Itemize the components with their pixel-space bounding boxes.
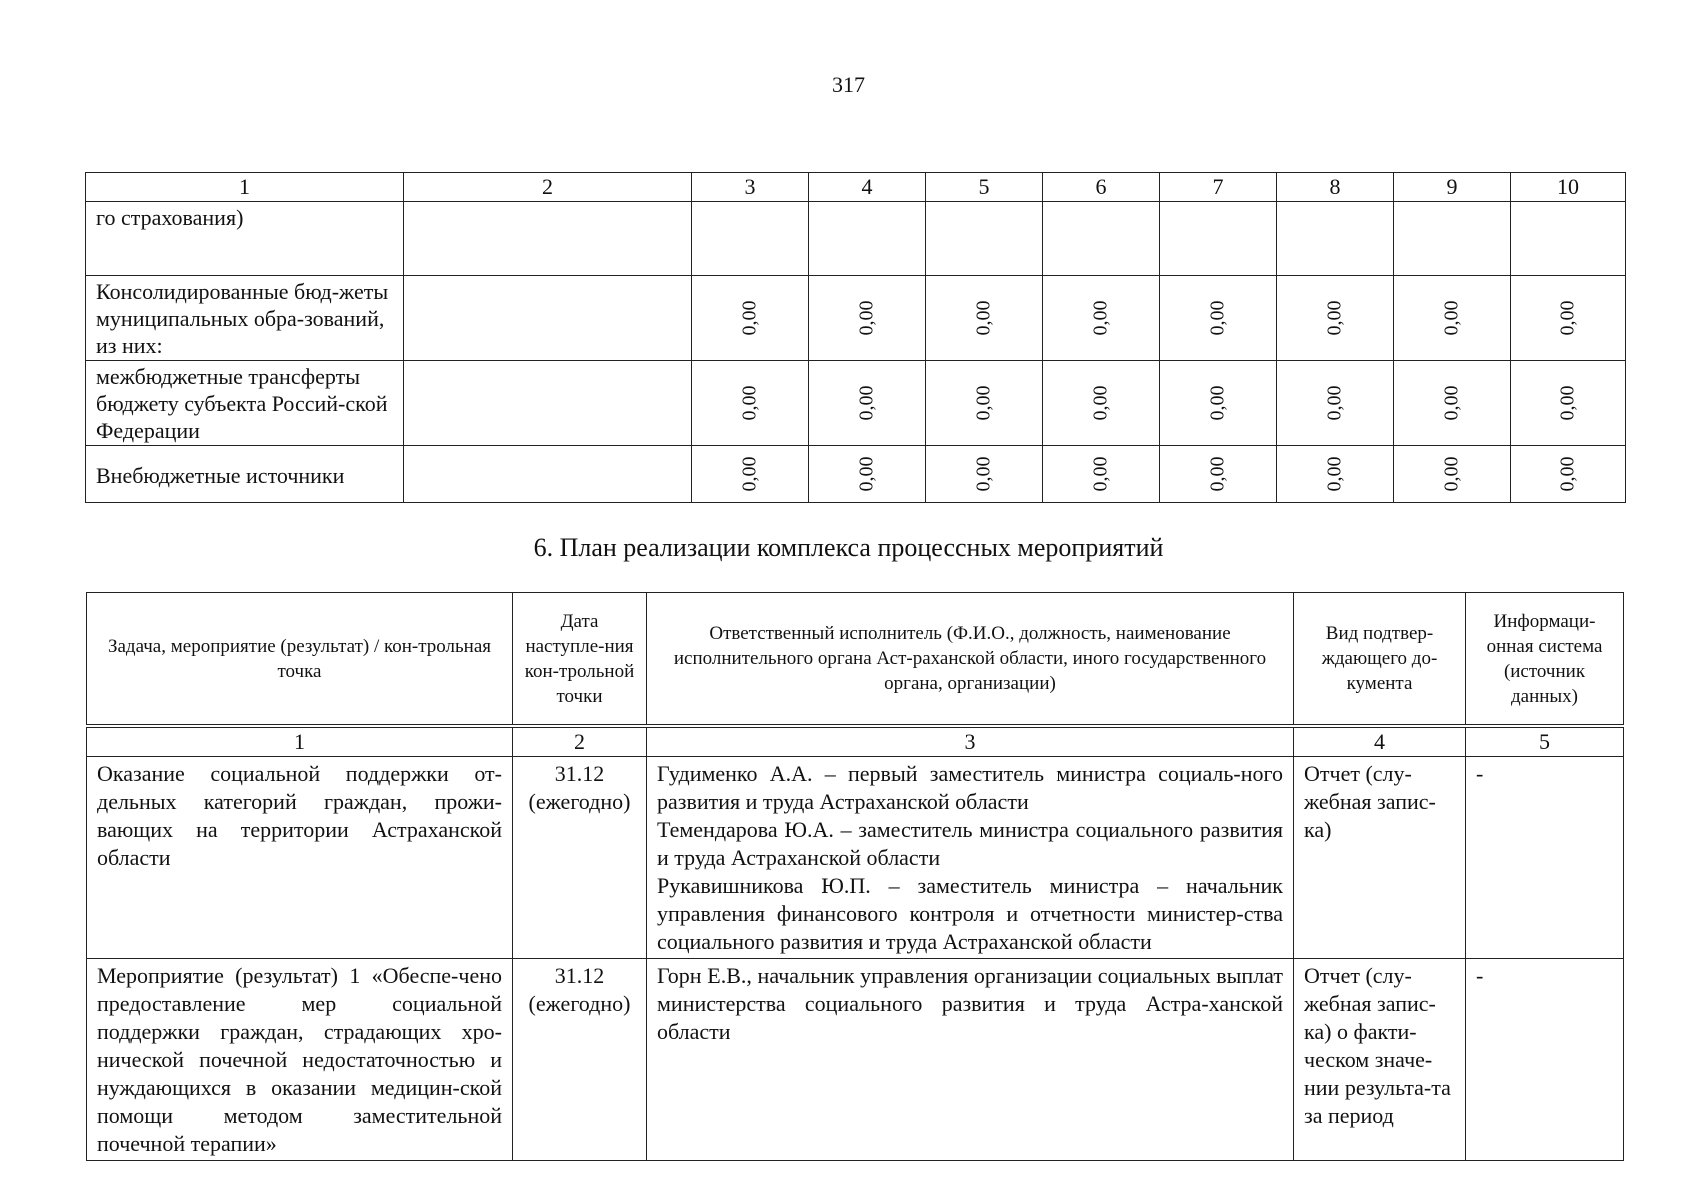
table-row <box>87 757 1624 959</box>
value-cell: 0,00 <box>1043 361 1160 446</box>
table-row <box>86 446 1626 503</box>
value-cell: 0,00 <box>809 361 926 446</box>
value-cell <box>1394 202 1511 276</box>
executor-line: Рукавишникова Ю.П. – заместитель министра – начальник управления финансового контроля и отчетности министер-ства социального развития и труда Астраханской области <box>657 873 1283 954</box>
funding-source-label: го страхования) <box>86 202 404 276</box>
value-cell <box>809 202 926 276</box>
value-cell: 0,00 <box>1160 446 1277 503</box>
value-cell: 0,00 <box>1511 276 1626 361</box>
value-cell: 0,00 <box>1277 276 1394 361</box>
date-cell: 31.12 (ежегодно) <box>513 757 647 959</box>
value-cell: 0,00 <box>926 446 1043 503</box>
section-title: 6. План реализации комплекса процессных мероприятий <box>533 533 1164 562</box>
column-number: 3 <box>647 726 1294 757</box>
info-system-cell: - <box>1466 959 1624 1161</box>
value-cell <box>1160 202 1277 276</box>
funding-table-header-row <box>86 173 1626 202</box>
header-task: Задача, мероприятие (результат) / кон-трольная точка <box>87 593 513 727</box>
column-number: 4 <box>809 173 926 202</box>
header-date: Дата наступле-ния кон-трольной точки <box>513 593 647 727</box>
value-cell <box>926 202 1043 276</box>
column-number: 6 <box>1043 173 1160 202</box>
value-cell: 0,00 <box>1511 446 1626 503</box>
executor-line: Горн Е.В., начальник управления организации социальных выплат министерства социального развития и труда Астра-ханской области <box>657 963 1283 1044</box>
document-cell: Отчет (слу-жебная запис-ка) о факти-ческом значе-нии результа-та за период <box>1294 959 1466 1161</box>
header-document: Вид подтвер-ждающего до-кумента <box>1294 593 1466 727</box>
table-row <box>86 276 1626 361</box>
value-cell: 0,00 <box>926 276 1043 361</box>
value-cell: 0,00 <box>1277 361 1394 446</box>
column-number: 5 <box>1466 726 1624 757</box>
value-cell: 0,00 <box>1394 361 1511 446</box>
executor-cell <box>647 959 1294 1161</box>
funding-source-label: Консолидированные бюд-жеты муниципальных обра-зований, из них: <box>86 276 404 361</box>
column-number: 5 <box>926 173 1043 202</box>
funding-source-label: Внебюджетные источники <box>86 446 404 503</box>
table-cell <box>404 361 692 446</box>
executor-cell <box>647 757 1294 959</box>
column-number: 2 <box>513 726 647 757</box>
column-number: 3 <box>692 173 809 202</box>
info-system-cell: - <box>1466 757 1624 959</box>
date-cell: 31.12 (ежегодно) <box>513 959 647 1161</box>
plan-table-number-row <box>87 726 1624 757</box>
value-cell <box>692 202 809 276</box>
executor-line: Гудименко А.А. – первый заместитель министра социаль-ного развития и труда Астраханской области <box>657 761 1283 814</box>
header-info-system: Информаци-онная система (источник данных) <box>1466 593 1624 727</box>
funding-table <box>85 172 1626 503</box>
value-cell: 0,00 <box>692 276 809 361</box>
value-cell: 0,00 <box>692 361 809 446</box>
column-number: 9 <box>1394 173 1511 202</box>
funding-source-label: межбюджетные трансферты бюджету субъекта Россий-ской Федерации <box>86 361 404 446</box>
table-cell <box>404 276 692 361</box>
page-number: 317 <box>832 72 865 97</box>
value-cell: 0,00 <box>1160 276 1277 361</box>
table-cell <box>404 446 692 503</box>
value-cell: 0,00 <box>1043 446 1160 503</box>
task-cell: Мероприятие (результат) 1 «Обеспе-чено предоставление мер социальной поддержки граждан, страдающих хро-нической почечной недостаточностью и нуждающихся в оказании медицин-ской помощи методом заместительной почечной терапии» <box>87 959 513 1161</box>
table-cell <box>404 202 692 276</box>
value-cell: 0,00 <box>1394 446 1511 503</box>
column-number: 1 <box>87 726 513 757</box>
column-number: 4 <box>1294 726 1466 757</box>
column-number: 8 <box>1277 173 1394 202</box>
executor-line: Темендарова Ю.А. – заместитель министра социального развития и труда Астраханской области <box>657 817 1283 870</box>
value-cell: 0,00 <box>809 276 926 361</box>
value-cell <box>1043 202 1160 276</box>
column-number: 7 <box>1160 173 1277 202</box>
value-cell: 0,00 <box>1043 276 1160 361</box>
table-row <box>86 202 1626 276</box>
value-cell <box>1277 202 1394 276</box>
document-cell: Отчет (слу-жебная запис-ка) <box>1294 757 1466 959</box>
header-executor: Ответственный исполнитель (Ф.И.О., должность, наименование исполнительного органа Аст-раханской области, иного государственного органа, организации) <box>647 593 1294 727</box>
table-row <box>87 959 1624 1161</box>
value-cell: 0,00 <box>1160 361 1277 446</box>
value-cell: 0,00 <box>926 361 1043 446</box>
value-cell: 0,00 <box>692 446 809 503</box>
column-number: 10 <box>1511 173 1626 202</box>
implementation-plan-table <box>86 592 1624 1161</box>
task-cell: Оказание социальной поддержки от-дельных категорий граждан, прожи-вающих на территории Астраханской области <box>87 757 513 959</box>
plan-table-header-row <box>87 593 1624 727</box>
value-cell: 0,00 <box>1394 276 1511 361</box>
value-cell: 0,00 <box>1277 446 1394 503</box>
column-number: 2 <box>404 173 692 202</box>
value-cell <box>1511 202 1626 276</box>
value-cell: 0,00 <box>1511 361 1626 446</box>
column-number: 1 <box>86 173 404 202</box>
table-row <box>86 361 1626 446</box>
value-cell: 0,00 <box>809 446 926 503</box>
